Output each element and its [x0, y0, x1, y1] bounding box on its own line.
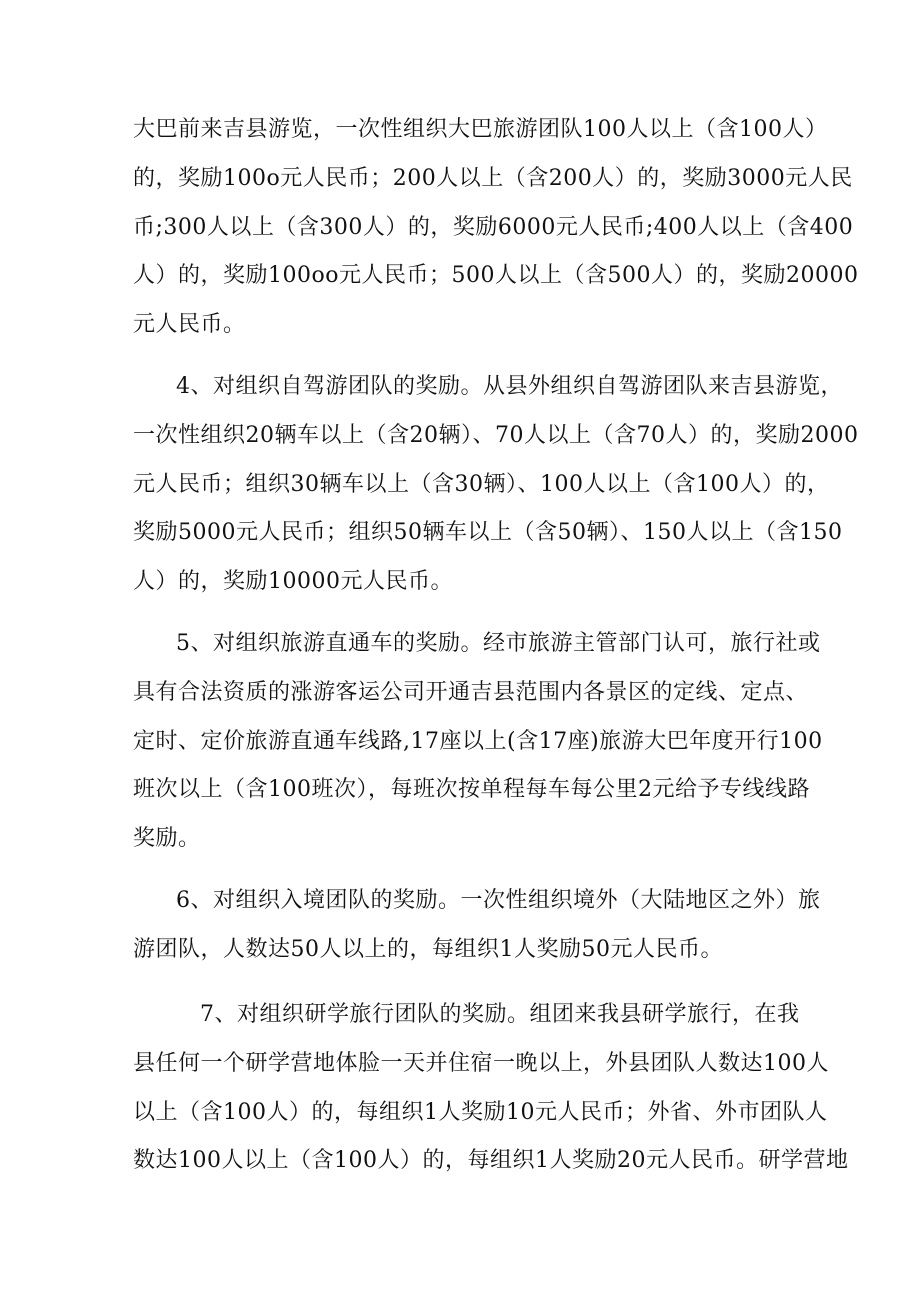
paragraph-line: 一次性组织20辆车以上（含20辆）、70人以上（含70人）的，奖励2000 [133, 423, 859, 448]
paragraph-line: 县任何一个研学营地体脸一天并住宿一晚以上，外县团队人数达100人 [133, 1051, 829, 1076]
paragraph-line: 币;300人以上（含300人）的，奖励6000元人民币;400人以上（含400 [133, 215, 854, 240]
paragraph-line: 6、对组织入境团队的奖励。一次性组织境外（大陆地区之外）旅 [176, 888, 821, 913]
paragraph-line: 奖励5000元人民币；组织50辆车以上（含50辆）、150人以上（含150 [133, 520, 843, 545]
paragraph-line: 奖励。 [133, 826, 201, 851]
paragraph-line: 元人民币；组织30辆车以上（含30辆）、100人以上（含100人）的， [133, 472, 830, 497]
paragraph-line: 数达100人以上（含100人）的，每组织1人奖励20元人民币。研学营地 [133, 1148, 849, 1173]
paragraph-line: 以上（含100人）的，每组织1人奖励10元人民币；外省、外市团队人 [133, 1100, 828, 1125]
paragraph-line: 元人民币。 [133, 312, 246, 337]
paragraph-line: 人）的，奖励100oo元人民币；500人以上（含500人）的，奖励20000 [133, 263, 859, 288]
paragraph-line: 7、对组织研学旅行团队的奖励。组团来我县研学旅行，在我 [200, 1002, 800, 1027]
paragraph-line: 大巴前来吉县游览，一次性组织大巴旅游团队100人以上（含100人） [133, 117, 828, 142]
paragraph-line: 人）的，奖励10000元人民币。 [133, 569, 453, 594]
paragraph-line: 游团队，人数达50人以上的，每组织1人奖励50元人民币。 [133, 937, 723, 962]
paragraph-line: 具有合法资质的涨游客运公司开通吉县范围内各景区的定线、定点、 [133, 680, 809, 705]
paragraph-line: 班次以上（含100班次），每班次按单程每车每公里2元给予专线线路 [133, 777, 810, 802]
paragraph-line: 4、对组织自驾游团队的奖励。从县外组织自驾游团队来吉县游览， [176, 374, 843, 399]
paragraph-line: 的，奖励100o元人民币；200人以上（含200人）的，奖励3000元人民 [133, 166, 853, 191]
paragraph-line: 5、对组织旅游直通车的奖励。经市旅游主管部门认可，旅行社或 [176, 631, 821, 656]
paragraph-line: 定时、定价旅游直通车线路,17座以上(含17座)旅游大巴年度开行100 [133, 729, 823, 754]
